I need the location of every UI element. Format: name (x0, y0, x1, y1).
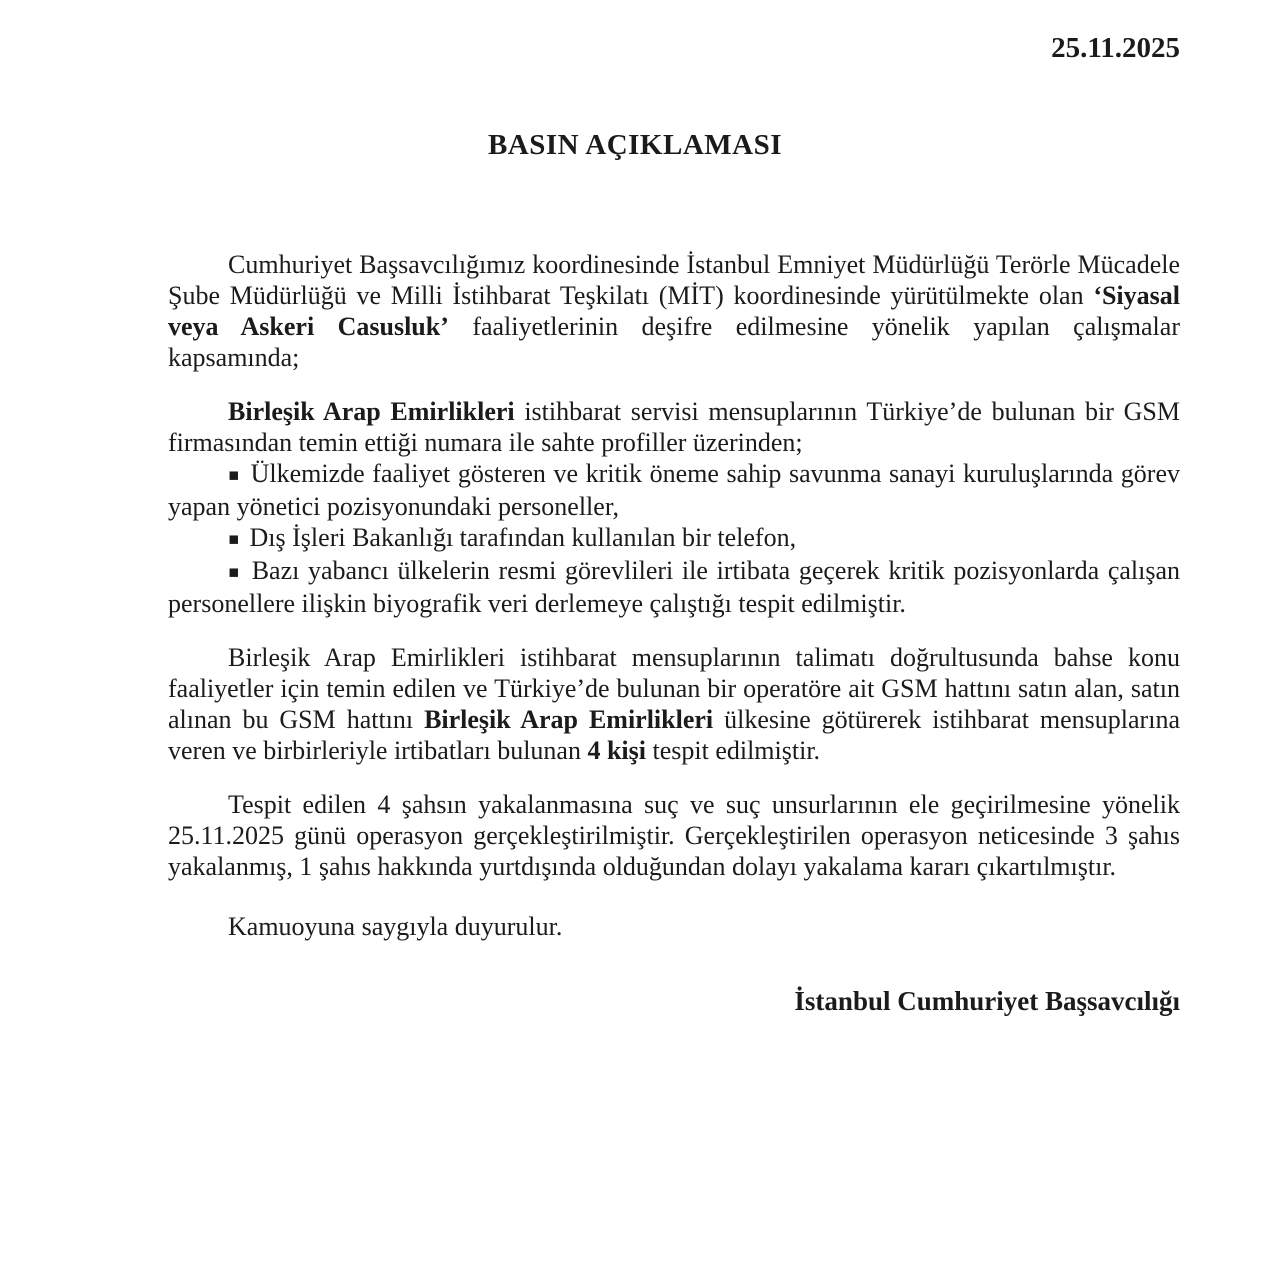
document-body (168, 249, 1180, 1017)
bullet-square-icon: ▪ (228, 529, 240, 549)
bold-espionage-term: ‘Siyasal veya Askeri Casusluk’ (168, 281, 1180, 341)
bold-uae: Birleşik Arap Emirlikleri (228, 397, 515, 426)
bold-uae-2: Birleşik Arap Emirlikleri (424, 705, 714, 734)
paragraph-operation: Tespit edilen 4 şahsın yakalanmasına suç ve suç unsurlarının ele geçirilmesine yönelik 25.11.2025 günü operasyon gerçekleştirilmiştir. Gerçekleştirilen operasyon neticesinde 3 şahıs yakalanmış, 1 şahıs hakkında yurtdışında olduğundan dolayı yakalama kararı çıkartılmıştır. (168, 790, 1180, 881)
paragraph-uae-gsm: Birleşik Arap Emirlikleri istihbarat servisi mensuplarının Türkiye’de bulunan bir GSM firmasından temin ettiği numara ile sahte profiller üzerinden; (168, 397, 1180, 457)
bullet-square-icon: ▪ (228, 562, 242, 582)
press-release-title: BASIN AÇIKLAMASI (487, 129, 783, 161)
bullet-item-foreign-officials: ▪ Bazı yabancı ülkelerin resmi görevlileri ile irtibata geçerek kritik pozisyonlarda çalışan personellere ilişkin biyografik veri derlemeye çalıştığı tespit edilmiştir. (168, 556, 1180, 618)
paragraph-suspects: Birleşik Arap Emirlikleri istihbarat mensuplarının talimatı doğrultusunda bahse konu faaliyetler için temin edilen ve Türkiye’de bulunan bir operatöre ait GSM hattını satın alan, satın alınan bu GSM hattını Birleşik Arap Emirlikleri ülkesine götürerek istihbarat mensuplarına veren ve birbirleriyle irtibatları bulunan 4 kişi tespit edilmiştir. (168, 643, 1180, 765)
document-date: 25.11.2025 (1051, 32, 1180, 64)
bullet-square-icon: ▪ (228, 465, 241, 485)
paragraph-intro: Cumhuriyet Başsavcılığımız koordinesinde İstanbul Emniyet Müdürlüğü Terörle Mücadele Şube Müdürlüğü ve Milli İstihbarat Teşkilatı (MİT) koordinesinde yürütülmekte olan ‘Siyasal veya Askeri Casusluk’ faaliyetlerinin deşifre edilmesine yönelik yapılan çalışmalar kapsamında; (168, 250, 1180, 372)
bullet-item-ministry-phone: ▪ Dış İşleri Bakanlığı tarafından kullanılan bir telefon, (228, 523, 797, 552)
bold-suspect-count: 4 kişi (587, 736, 646, 765)
bullet-item-defense-personnel: ▪ Ülkemizde faaliyet gösteren ve kritik öneme sahip savunma sanayi kuruluşlarında görev yapan yönetici pozisyonundaki personeller, (168, 459, 1180, 521)
closing-line: Kamuoyuna saygıyla duyurulur. (228, 912, 563, 941)
signature: İstanbul Cumhuriyet Başsavcılığı (794, 986, 1180, 1016)
